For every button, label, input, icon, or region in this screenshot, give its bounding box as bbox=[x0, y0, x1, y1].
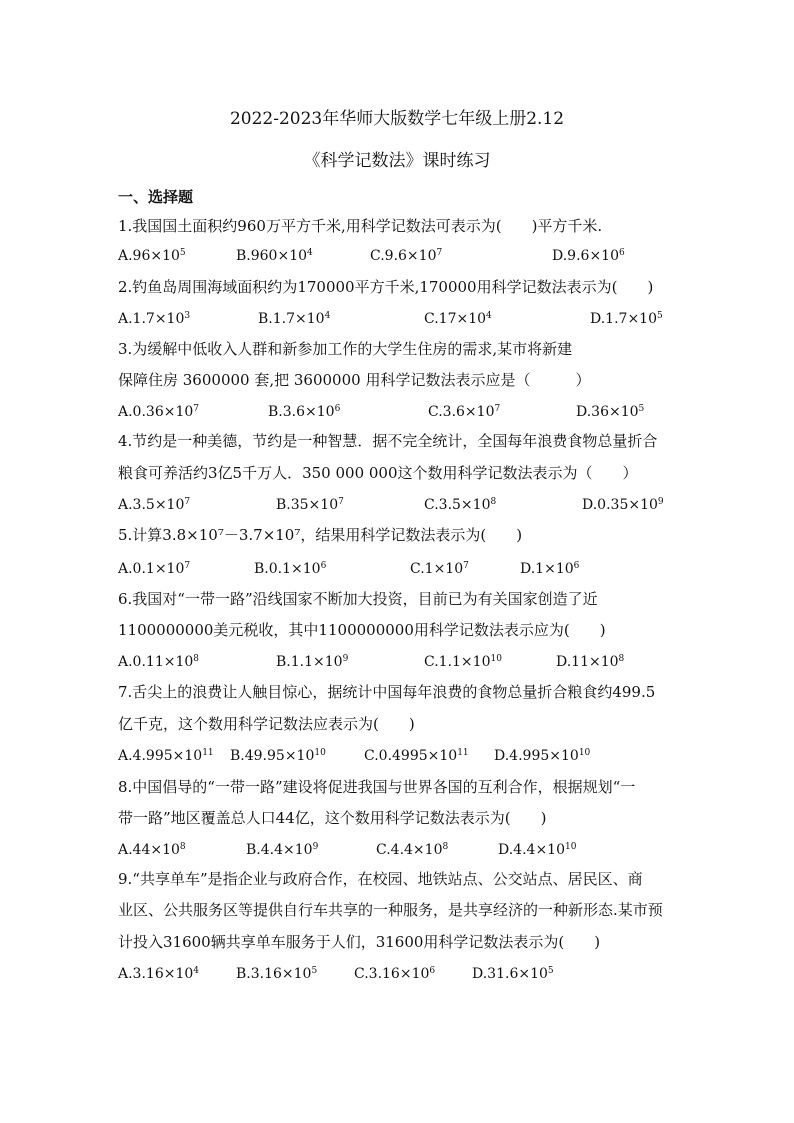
question-9-line-3: 计投入31600辆共享单车服务于人们，31600用科学记数法表示为( ) bbox=[118, 933, 601, 951]
option-base: D.11×10 bbox=[556, 654, 619, 670]
question-4-line-2: 粮食可养活约3亿5千万人．350 000 000这个数用科学记数法表示为（ ） bbox=[118, 464, 638, 482]
option-base: D.4.995×10 bbox=[494, 748, 579, 764]
question-9-option-B bbox=[236, 964, 317, 984]
question-5-option-D bbox=[520, 559, 579, 579]
option-exponent: 7 bbox=[193, 404, 200, 414]
option-base: A.44×10 bbox=[118, 842, 180, 858]
option-exponent: 5 bbox=[638, 404, 645, 414]
option-exponent: 4 bbox=[307, 248, 313, 258]
option-exponent: 5 bbox=[179, 248, 186, 258]
question-8-line-1: 8.中国倡导的“一带一路”建设将促进我国与世界各国的互利合作，根据规划“一 bbox=[118, 778, 636, 796]
question-5-option-B bbox=[254, 559, 326, 579]
option-base: A.0.11×10 bbox=[118, 654, 194, 670]
option-base: C.9.6×10 bbox=[370, 248, 437, 264]
question-8-option-D bbox=[498, 840, 576, 860]
question-6-option-D bbox=[556, 652, 624, 672]
option-base: D.1×10 bbox=[520, 561, 574, 577]
option-base: B.1.1×10 bbox=[276, 654, 343, 670]
option-exponent: 3 bbox=[184, 311, 191, 321]
option-base: A.0.36×10 bbox=[118, 404, 194, 420]
question-4-line-1: 4.节约是一种美德，节约是一种智慧．据不完全统计，全国每年浪费食物总量折合 bbox=[118, 432, 658, 450]
option-base: A.1.7×10 bbox=[118, 311, 185, 327]
option-base: B.4.4×10 bbox=[246, 842, 313, 858]
section-heading: 一、选择题 bbox=[118, 188, 194, 206]
question-9-line-1: 9.“共享单车”是指企业与政府合作，在校园、地铁站点、公交站点、居民区、商 bbox=[118, 870, 643, 888]
option-exponent: 10 bbox=[565, 842, 577, 852]
question-3-option-D bbox=[576, 402, 644, 422]
question-7-option-B bbox=[230, 746, 326, 766]
question-4-option-D bbox=[582, 495, 664, 515]
option-exponent: 8 bbox=[618, 654, 625, 664]
option-exponent: 8 bbox=[490, 497, 497, 507]
option-base: A.4.995×10 bbox=[118, 748, 203, 764]
question-4-option-B bbox=[276, 495, 344, 515]
question-4-option-A bbox=[118, 495, 190, 515]
option-base: B.3.16×10 bbox=[236, 966, 312, 982]
option-exponent: 6 bbox=[619, 248, 625, 258]
question-7-option-C bbox=[364, 746, 469, 766]
question-5-option-A bbox=[118, 559, 190, 579]
option-base: C.3.6×10 bbox=[428, 404, 495, 420]
option-exponent: 4 bbox=[486, 311, 492, 321]
question-7-option-A bbox=[118, 746, 214, 766]
option-base: C.1.1×10 bbox=[424, 654, 491, 670]
option-base: D.9.6×10 bbox=[552, 248, 619, 264]
option-base: A.3.16×10 bbox=[118, 966, 194, 982]
option-base: A.0.1×10 bbox=[118, 561, 185, 577]
option-exponent: 8 bbox=[193, 654, 200, 664]
option-base: A.96×10 bbox=[118, 248, 180, 264]
question-8-option-A bbox=[118, 840, 186, 860]
option-base: D.1.7×10 bbox=[590, 311, 657, 327]
question-2-option-A bbox=[118, 309, 190, 329]
option-exponent: 9 bbox=[312, 842, 319, 852]
option-exponent: 7 bbox=[338, 497, 344, 507]
question-9-option-A bbox=[118, 964, 199, 984]
question-8-line-2: 带一路”地区覆盖总人口44亿，这个数用科学记数法表示为( ) bbox=[118, 809, 547, 827]
option-base: A.3.5×10 bbox=[118, 497, 185, 513]
option-exponent: 10 bbox=[314, 748, 326, 758]
question-5-line-1: 5.计算3.8×10⁷－3.7×10⁷，结果用科学记数法表示为( ) bbox=[118, 526, 523, 544]
option-base: D.4.4×10 bbox=[498, 842, 565, 858]
option-exponent: 4 bbox=[324, 311, 331, 321]
question-2-option-B bbox=[258, 309, 330, 329]
question-7-line-2: 亿千克，这个数用科学记数法应表示为( ) bbox=[118, 715, 415, 733]
question-1-line-1: 1.我国国土面积约960万平方千米,用科学记数法可表示为( )平方千米. bbox=[118, 217, 603, 235]
question-3-option-C bbox=[428, 402, 500, 422]
question-1-option-A bbox=[118, 246, 186, 266]
option-base: C.1×10 bbox=[410, 561, 464, 577]
option-base: C.3.5×10 bbox=[424, 497, 491, 513]
option-exponent: 7 bbox=[436, 248, 443, 258]
question-3-line-1: 3.为缓解中低收入人群和新参加工作的大学生住房的需求,某市将新建 bbox=[118, 340, 573, 358]
option-exponent: 5 bbox=[311, 966, 318, 976]
option-base: B.0.1×10 bbox=[254, 561, 321, 577]
question-2-line-1: 2.钓鱼岛周围海域面积约为170000平方千米,170000用科学记数法表示为( ) bbox=[118, 278, 654, 296]
question-3-option-A bbox=[118, 402, 199, 422]
question-7-line-1: 7.舌尖上的浪费让人触目惊心，据统计中国每年浪费的食物总量折合粮食约499.5 bbox=[118, 683, 656, 701]
option-base: C.4.4×10 bbox=[376, 842, 443, 858]
option-exponent: 4 bbox=[193, 966, 200, 976]
option-exponent: 6 bbox=[334, 404, 341, 414]
option-base: C.17×10 bbox=[424, 311, 487, 327]
option-base: D.31.6×10 bbox=[472, 966, 548, 982]
option-base: B.49.95×10 bbox=[230, 748, 315, 764]
document-title-line2: 《科学记数法》课时练习 bbox=[303, 151, 491, 171]
option-exponent: 7 bbox=[184, 561, 191, 571]
question-5-option-C bbox=[410, 559, 469, 579]
question-6-line-1: 6.我国对“一带一路”沿线国家不断加大投资，目前已为有关国家创造了近 bbox=[118, 590, 598, 608]
question-3-line-2: 保障住房 3600000 套,把 3600000 用科学记数法表示应是（ ） bbox=[118, 371, 591, 389]
document-title-line1: 2022-2023年华师大版数学七年级上册2.12 bbox=[229, 109, 565, 129]
question-1-option-B bbox=[236, 246, 313, 266]
option-base: C.3.16×10 bbox=[354, 966, 430, 982]
option-base: B.960×10 bbox=[236, 248, 308, 264]
option-exponent: 9 bbox=[657, 497, 664, 507]
question-9-option-D bbox=[472, 964, 554, 984]
option-exponent: 6 bbox=[573, 561, 580, 571]
question-6-option-A bbox=[118, 652, 199, 672]
question-2-option-D bbox=[590, 309, 663, 329]
question-9-line-2: 业区、公共服务区等提供自行车共享的一种服务，是共享经济的一种新形态.某市预 bbox=[118, 901, 663, 919]
option-exponent: 7 bbox=[184, 497, 191, 507]
question-1-option-D bbox=[552, 246, 625, 266]
question-8-option-B bbox=[246, 840, 318, 860]
option-exponent: 8 bbox=[442, 842, 449, 852]
option-base: B.35×10 bbox=[276, 497, 339, 513]
option-exponent: 6 bbox=[429, 966, 436, 976]
option-exponent: 5 bbox=[657, 311, 663, 321]
question-1-option-C bbox=[370, 246, 442, 266]
question-6-option-C bbox=[424, 652, 502, 672]
question-7-option-D bbox=[494, 746, 590, 766]
question-9-option-C bbox=[354, 964, 435, 984]
question-6-line-2: 1100000000美元税收，其中1100000000用科学记数法表示应为( ) bbox=[118, 621, 606, 639]
option-exponent: 9 bbox=[342, 654, 349, 664]
question-3-option-B bbox=[268, 402, 340, 422]
option-base: B.1.7×10 bbox=[258, 311, 325, 327]
option-exponent: 10 bbox=[578, 748, 591, 758]
option-exponent: 6 bbox=[320, 561, 327, 571]
question-8-option-C bbox=[376, 840, 448, 860]
option-exponent: 11 bbox=[202, 748, 214, 758]
question-2-option-C bbox=[424, 309, 492, 329]
option-base: C.0.4995×10 bbox=[364, 748, 458, 764]
option-exponent: 7 bbox=[463, 561, 469, 571]
option-exponent: 5 bbox=[547, 966, 554, 976]
option-base: D.0.35×10 bbox=[582, 497, 658, 513]
option-base: D.36×10 bbox=[576, 404, 639, 420]
option-exponent: 7 bbox=[494, 404, 501, 414]
question-4-option-C bbox=[424, 495, 496, 515]
option-exponent: 8 bbox=[179, 842, 186, 852]
option-exponent: 10 bbox=[490, 654, 502, 664]
option-base: B.3.6×10 bbox=[268, 404, 335, 420]
option-exponent: 11 bbox=[457, 748, 469, 758]
question-6-option-B bbox=[276, 652, 348, 672]
